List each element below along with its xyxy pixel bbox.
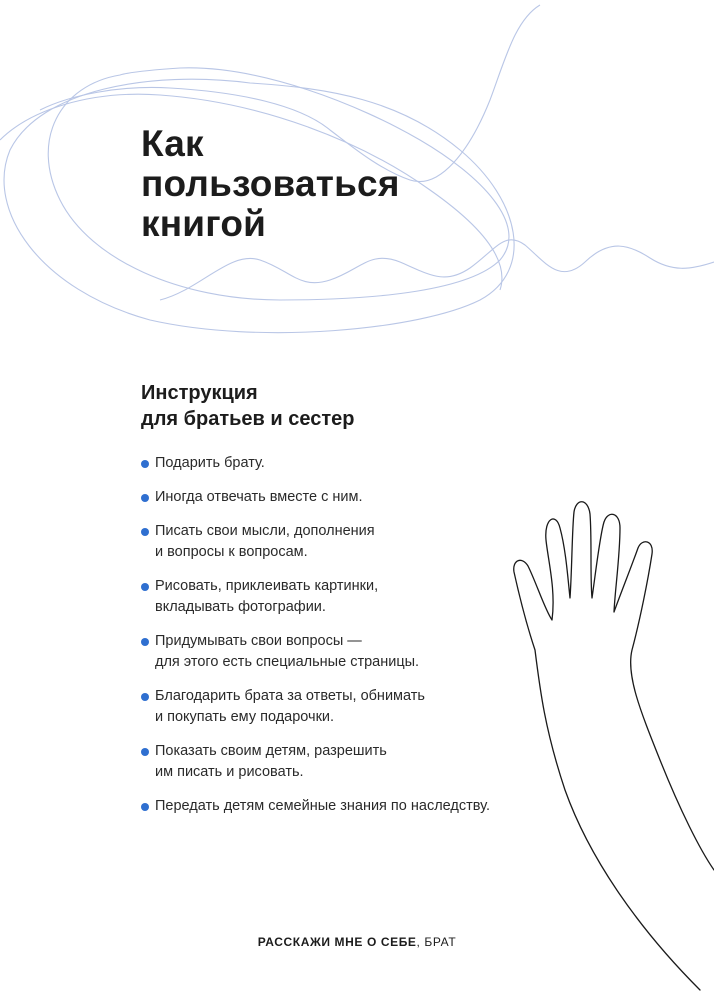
bullet-icon xyxy=(141,638,149,646)
list-item-text: Иногда отвечать вместе с ним. xyxy=(155,489,363,505)
list-item-text: им писать и рисовать. xyxy=(155,764,304,780)
scribble-bottom-wave xyxy=(160,240,714,300)
list-item-text: Писать свои мысли, дополнения xyxy=(155,523,375,539)
instructions-list xyxy=(141,453,561,817)
list-item xyxy=(141,487,561,508)
page-title xyxy=(141,124,400,244)
list-item-text: вкладывать фотографии. xyxy=(155,599,326,615)
list-item-text: Рисовать, приклеивать картинки, xyxy=(155,578,379,594)
page-footer xyxy=(0,935,714,949)
bullet-icon xyxy=(141,528,149,536)
list-item-text: и вопросы к вопросам. xyxy=(155,544,308,560)
list-item xyxy=(141,796,561,817)
bullet-icon xyxy=(141,748,149,756)
subtitle-line: Инструкция xyxy=(141,382,258,404)
footer-book-title: РАССКАЖИ МНЕ О СЕБЕ xyxy=(257,935,417,949)
list-item-text: Придумывать свои вопросы — xyxy=(155,633,362,649)
list-item-text: для этого есть специальные страницы. xyxy=(155,654,420,670)
bullet-icon xyxy=(141,583,149,591)
bullet-icon xyxy=(141,693,149,701)
list-item-text: Показать своим детям, разрешить xyxy=(155,743,387,759)
list-item xyxy=(141,686,561,728)
list-item xyxy=(141,631,561,673)
title-line: Как xyxy=(141,123,204,164)
list-item-text: Благодарить брата за ответы, обнимать xyxy=(155,688,425,704)
list-item xyxy=(141,521,561,563)
bullet-icon xyxy=(141,460,149,468)
bullet-icon xyxy=(141,494,149,502)
subtitle-line: для братьев и сестер xyxy=(141,408,355,430)
list-item xyxy=(141,453,561,474)
section-subtitle xyxy=(141,380,354,432)
title-line: книгой xyxy=(141,203,267,244)
footer-suffix: , БРАТ xyxy=(416,935,457,949)
list-item xyxy=(141,576,561,618)
bullet-icon xyxy=(141,803,149,811)
list-item xyxy=(141,741,561,783)
list-item-text: и покупать ему подарочки. xyxy=(155,709,335,725)
list-item-text: Подарить брату. xyxy=(155,455,265,471)
list-item-text: Передать детям семейные знания по наследству. xyxy=(155,798,490,814)
title-line: пользоваться xyxy=(141,163,400,204)
